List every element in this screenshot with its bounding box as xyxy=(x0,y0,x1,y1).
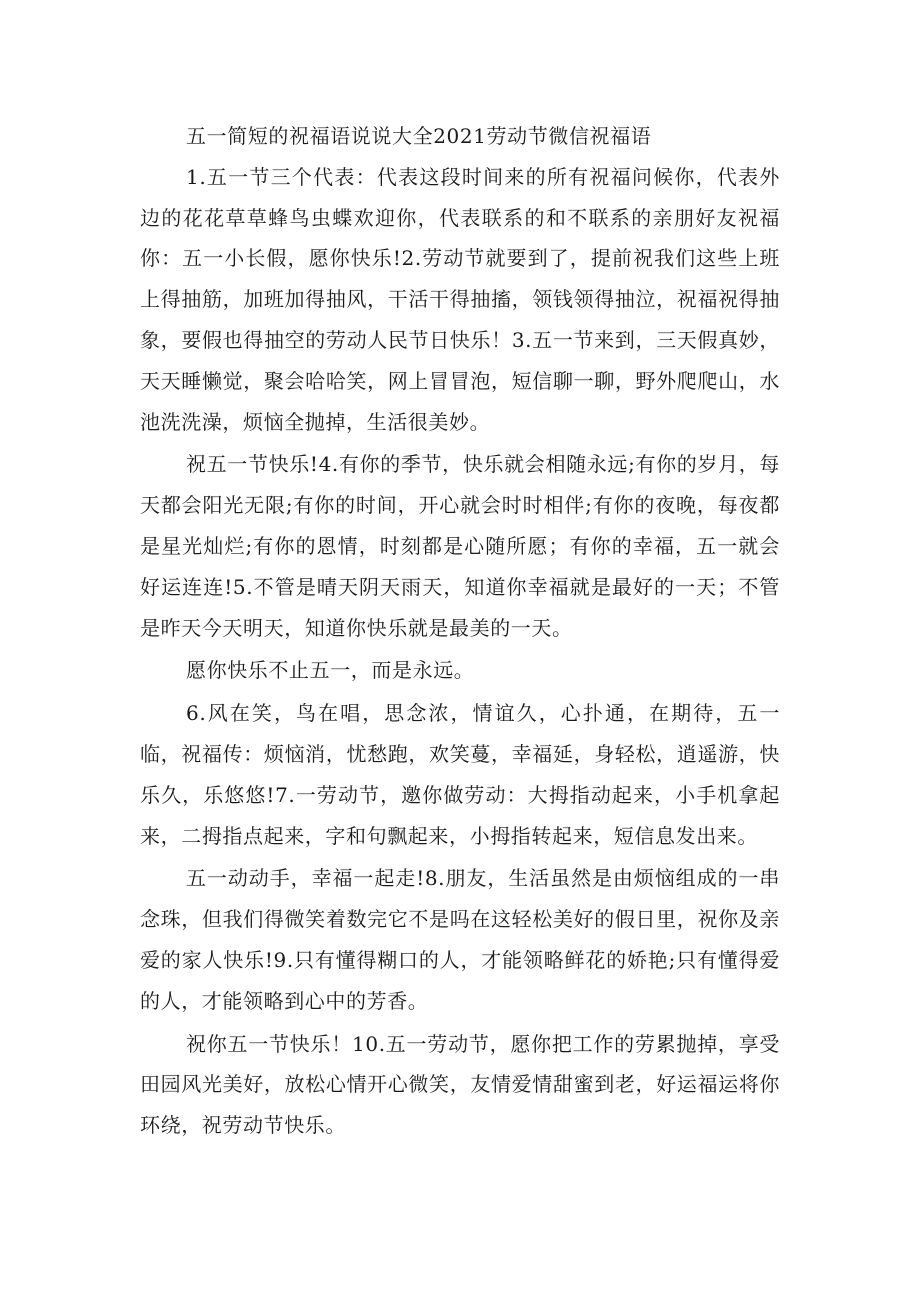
document-body xyxy=(140,116,780,1146)
paragraph-4: 6.风在笑，鸟在唱，思念浓，情谊久，心扑通，在期待，五一临，祝福传：烦恼消，忧愁跑，欢笑蔓，幸福延，身轻松，逍遥游，快乐久，乐悠悠!7.一劳动节，邀你做劳动：大拇指动起来，小手机拿起来，二拇指点起来，字和句飘起来，小拇指转起来，短信息发出来。 xyxy=(140,701,780,848)
paragraph-1: 1.五一节三个代表：代表这段时间来的所有祝福问候你，代表外边的花花草草蜂鸟虫蝶欢迎你，代表联系的和不联系的亲朋好友祝福你：五一小长假，愿你快乐!2.劳动节就要到了，提前祝我们这些上班上得抽筋，加班加得抽风，干活干得抽搐，领钱领得抽泣，祝福祝得抽象，要假也得抽空的劳动人民节日快乐！3.五一节来到，三天假真妙，天天睡懒觉，聚会哈哈笑，网上冒冒泡，短信聊一聊，野外爬爬山，水池洗洗澡，烦恼全抛掉，生活很美妙。 xyxy=(140,164,780,434)
document-title: 五一简短的祝福语说说大全2021劳动节微信祝福语 xyxy=(186,124,652,148)
paragraph-2: 祝五一节快乐!4.有你的季节，快乐就会相随永远;有你的岁月，每天都会阳光无限;有你的时间，开心就会时时相伴;有你的夜晚，每夜都是星光灿烂;有你的恩情，时刻都是心随所愿；有你的幸福，五一就会好运连连!5.不管是晴天阴天雨天，知道你幸福就是最好的一天；不管是昨天今天明天，知道你快乐就是最美的一天。 xyxy=(140,452,780,640)
paragraph-5: 五一动动手，幸福一起走!8.朋友，生活虽然是由烦恼组成的一串念珠，但我们得微笑着数完它不是吗在这轻松美好的假日里，祝你及亲爱的家人快乐!9.只有懂得糊口的人，才能领略鲜花的娇艳;只有懂得爱的人，才能领略到心中的芳香。 xyxy=(140,866,780,1013)
paragraph-3: 愿你快乐不止五一，而是永远。 xyxy=(186,658,475,683)
paragraph-6: 祝你五一节快乐！10.五一劳动节，愿你把工作的劳累抛掉，享受田园风光美好，放松心情开心微笑，友情爱情甜蜜到老，好运福运将你环绕，祝劳动节快乐。 xyxy=(140,1031,780,1138)
